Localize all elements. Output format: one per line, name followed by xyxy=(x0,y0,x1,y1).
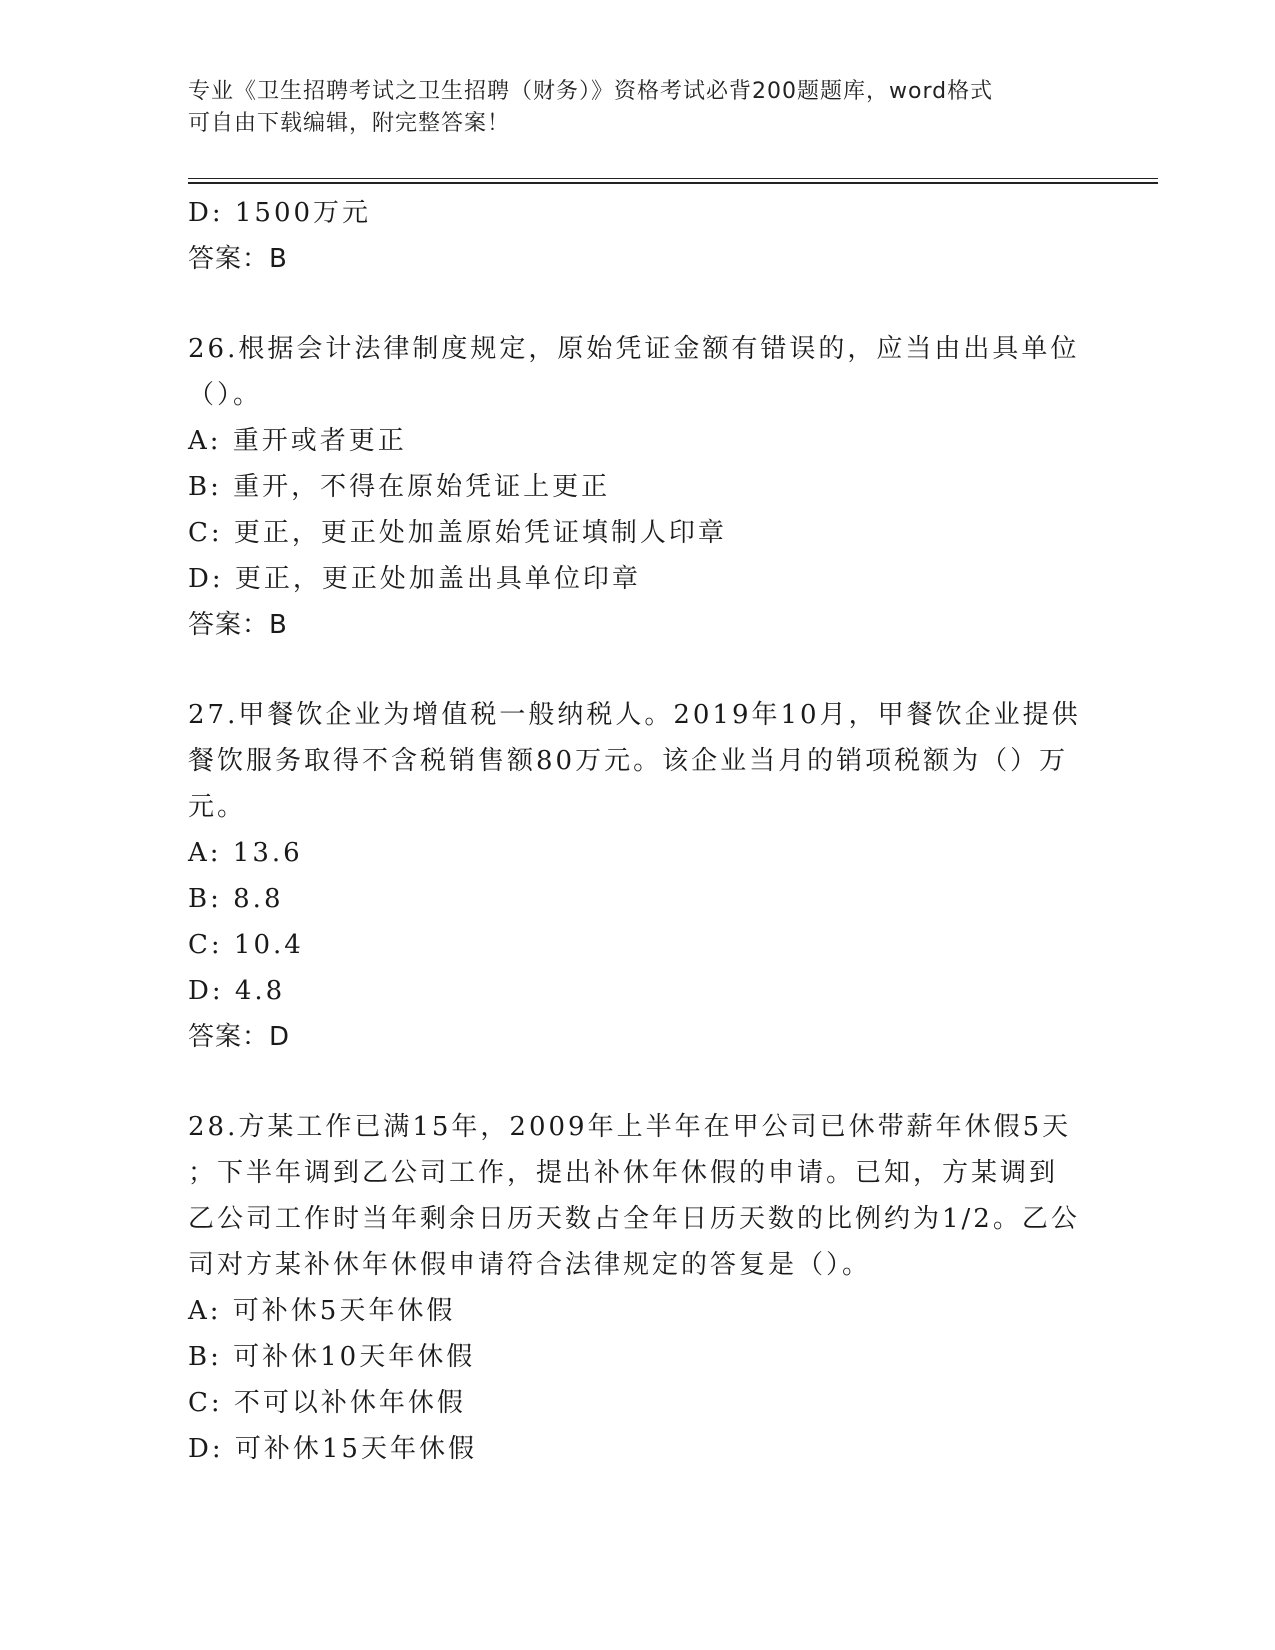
question-stem-line: 司对方某补休年休假申请符合法律规定的答复是（）。 xyxy=(188,1250,872,1280)
question-25-tail xyxy=(188,190,1088,282)
question-stem-line: 28.方某工作已满15年，2009年上半年在甲公司已休带薪年休假5天 xyxy=(188,1112,1072,1142)
option-c: C: 更正，更正处加盖原始凭证填制人印章 xyxy=(188,518,727,548)
question-stem-line: ；下半年调到乙公司工作，提出补休年休假的申请。已知，方某调到 xyxy=(188,1158,1059,1188)
header-divider-thick xyxy=(188,182,1158,184)
option-c: C: 不可以补休年休假 xyxy=(188,1388,466,1418)
option-a: A: 13.6 xyxy=(188,838,303,868)
question-stem-line: 餐饮服务取得不含税销售额80万元。该企业当月的销项税额为（）万 xyxy=(188,746,1069,776)
option-d: D: 1500万元 xyxy=(188,198,372,228)
option-c: C: 10.4 xyxy=(188,930,304,960)
header-line-1: 专业《卫生招聘考试之卫生招聘（财务）》资格考试必背200题题库，word格式 xyxy=(188,79,994,104)
answer: 答案：B xyxy=(188,610,288,640)
question-stem-line: （）。 xyxy=(188,380,263,410)
answer: 答案：B xyxy=(188,244,288,274)
option-a: A: 重开或者更正 xyxy=(188,426,407,456)
option-a: A: 可补休5天年休假 xyxy=(188,1296,456,1326)
question-26 xyxy=(188,326,1088,648)
option-b: B: 8.8 xyxy=(188,884,284,914)
question-28 xyxy=(188,1104,1088,1472)
question-stem-line: 元。 xyxy=(188,792,247,822)
question-stem-line: 乙公司工作时当年剩余日历天数占全年日历天数的比例约为1/2。乙公 xyxy=(188,1204,1080,1234)
page-header xyxy=(188,76,1088,140)
option-d: D: 4.8 xyxy=(188,976,286,1006)
option-b: B: 可补休10天年休假 xyxy=(188,1342,476,1372)
question-27 xyxy=(188,692,1088,1060)
option-b: B: 重开，不得在原始凭证上更正 xyxy=(188,472,611,502)
option-d: D: 更正，更正处加盖出具单位印章 xyxy=(188,564,641,594)
option-d: D: 可补休15天年休假 xyxy=(188,1434,477,1464)
question-stem-line: 26.根据会计法律制度规定，原始凭证金额有错误的，应当由出具单位 xyxy=(188,334,1080,364)
header-divider-thin xyxy=(188,178,1158,179)
header-line-2: 可自由下载编辑，附完整答案！ xyxy=(188,111,511,136)
question-list xyxy=(188,190,1088,1472)
question-stem-line: 27.甲餐饮企业为增值税一般纳税人。2019年10月，甲餐饮企业提供 xyxy=(188,700,1081,730)
answer: 答案：D xyxy=(188,1022,291,1052)
